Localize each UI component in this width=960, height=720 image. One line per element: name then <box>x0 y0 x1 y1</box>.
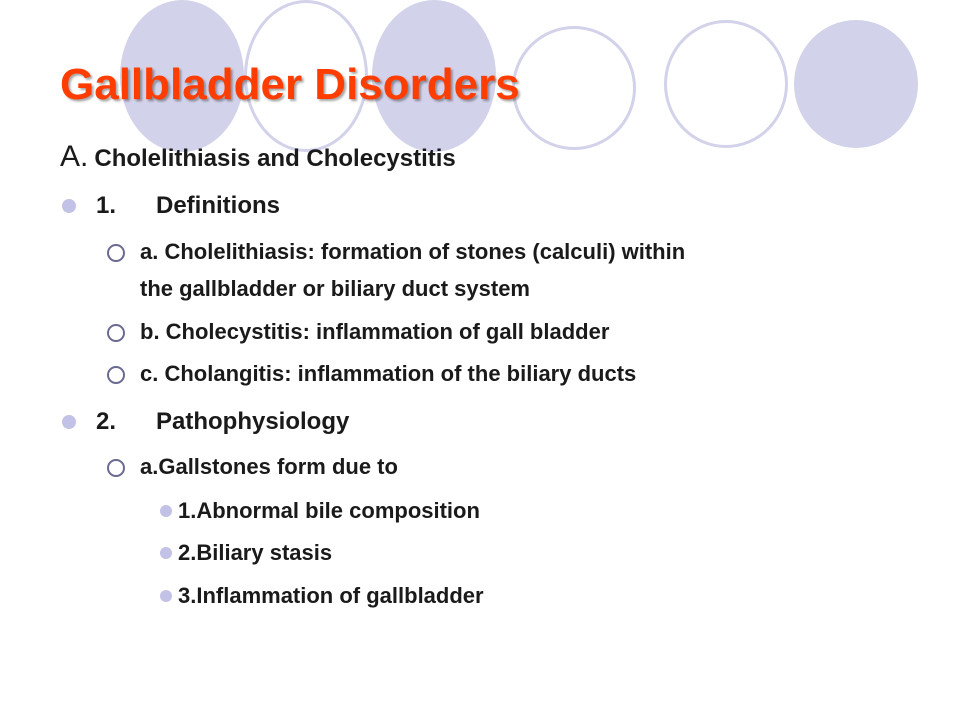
section-2-text: Pathophysiology <box>156 408 350 435</box>
hollow-bullet-icon <box>107 366 125 384</box>
definition-item-a-line1: a. Cholelithiasis: formation of stones (calculi) within <box>140 239 686 264</box>
bullet-dot-icon <box>62 199 76 213</box>
hollow-bullet-icon <box>107 324 125 342</box>
section-2-heading <box>96 408 349 436</box>
hollow-bullet-icon <box>107 459 125 477</box>
definition-item-a-line2: the gallbladder or biliary duct system <box>140 276 530 301</box>
decor-ring-4 <box>512 26 636 150</box>
decor-ring-5 <box>664 20 788 148</box>
section-2-number: 2. <box>96 408 117 435</box>
subtitle-text: Cholelithiasis and Cholecystitis <box>94 145 456 172</box>
section-1-number: 1. <box>96 192 117 219</box>
bullet-dot-icon <box>160 547 172 559</box>
section-1-heading <box>96 192 280 220</box>
pathophysiology-item-a: a.Gallstones form due to <box>140 454 398 479</box>
definition-item-b: b. Cholecystitis: inflammation of gall bladder <box>140 319 610 344</box>
bullet-dot-icon <box>160 590 172 602</box>
slide-subtitle <box>60 140 456 174</box>
slide-title: Gallbladder Disorders <box>60 60 520 109</box>
cause-item-2: 2.Biliary stasis <box>178 540 333 565</box>
decor-circle-6 <box>794 20 918 148</box>
definition-item-c: c. Cholangitis: inflammation of the biliary ducts <box>140 361 637 386</box>
bullet-dot-icon <box>62 415 76 429</box>
subtitle-letter: A. <box>60 140 89 173</box>
hollow-bullet-icon <box>107 244 125 262</box>
section-1-text: Definitions <box>156 192 280 219</box>
cause-item-1: 1.Abnormal bile composition <box>178 498 480 523</box>
bullet-dot-icon <box>160 505 172 517</box>
cause-item-3: 3.Inflammation of gallbladder <box>178 583 484 608</box>
